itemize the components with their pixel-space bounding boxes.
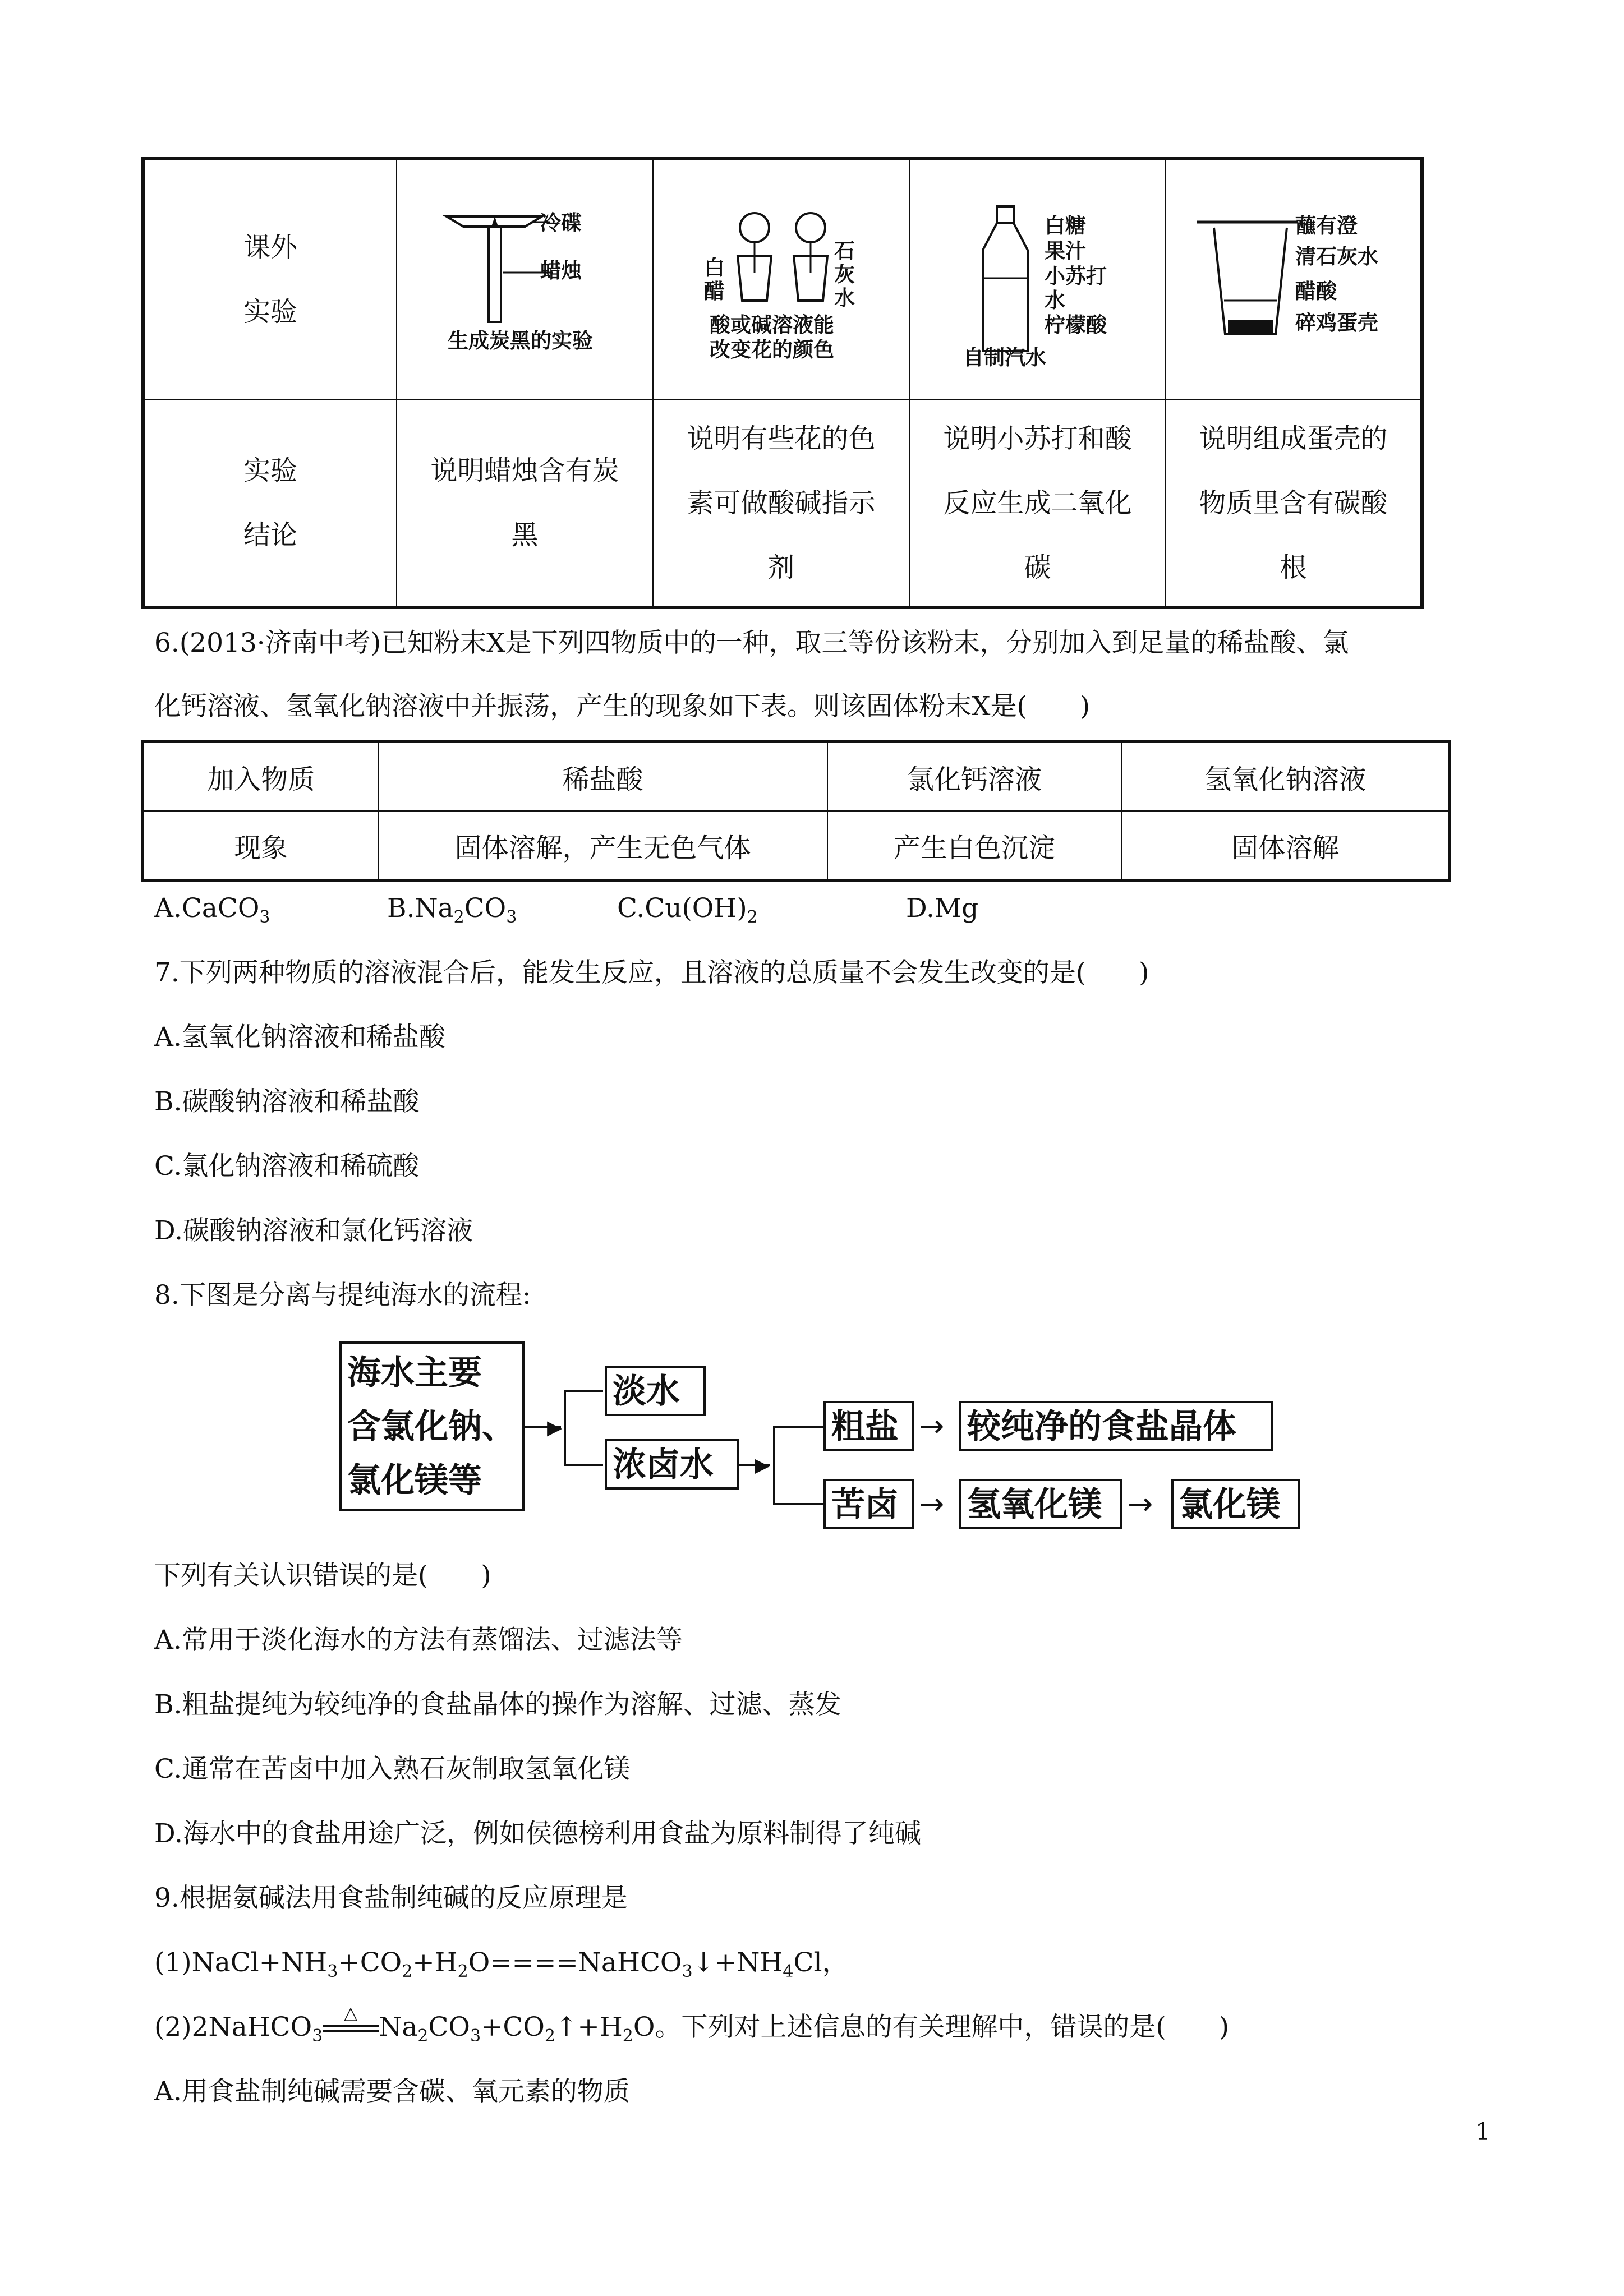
caption-carbon-black: 生成炭黑的实验 xyxy=(448,329,593,353)
experiment-table xyxy=(141,157,1424,609)
row-label-conclusion: 实验 结论 xyxy=(143,400,397,607)
q6-option-d: D.Mg xyxy=(906,893,979,924)
label-cold-plate: 冷碟 xyxy=(540,211,582,235)
homemade-soda-diagram: 白糖 果汁 小苏打 水 柠檬酸 自制汽水 xyxy=(909,159,1166,400)
q9-equation-1: $(1)NaCl+NH_3+CO_2+H_2O====NaHCO_3↓+NH_4Cl$， xyxy=(154,1947,849,1981)
box-crude-salt: 粗盐 xyxy=(823,1401,914,1451)
box-fresh-water: 淡水 xyxy=(605,1366,706,1416)
q7-option-a: A.氢氧化钠溶液和稀盐酸 xyxy=(154,1022,445,1053)
flower-indicator-diagram: 白 醋 石 灰 水 酸或碱溶液能 改变花的颜色 xyxy=(653,159,909,400)
eggshell-experiment-diagram: 蘸有澄 清石灰水 醋酸 碎鸡蛋壳 xyxy=(1166,159,1422,400)
cell-naoh-result: 固体溶解 xyxy=(1122,811,1450,880)
candle-experiment-diagram xyxy=(397,159,653,400)
q6-stem-line1: 6.(2013·济南中考)已知粉末X是下列四物质中的一种，取三等份该粉末，分别加入到足量的稀盐酸、氯 xyxy=(154,628,1349,658)
row-phenomenon: 现象 xyxy=(143,811,379,880)
q8-stem: 8.下图是分离与提纯海水的流程: xyxy=(154,1280,531,1311)
box-brine: 浓卤水 xyxy=(605,1439,739,1490)
box-magnesium-chloride: 氯化镁 xyxy=(1171,1479,1300,1529)
row-label-extracurricular: 课外 实验 xyxy=(143,159,397,400)
label-candle: 蜡烛 xyxy=(540,259,582,283)
q7-option-c: C.氯化钠溶液和稀硫酸 xyxy=(154,1151,420,1182)
q9-equation-2: (2)2NaHCO$_3$ △ $Na_2CO_3+CO_2↑+H_2O$。下列对上述信息的有关理解中，错误的是( ) xyxy=(154,2002,1230,2046)
q7-stem: 7.下列两种物质的溶液混合后，能发生反应，且溶液的总质量不会发生改变的是( ) xyxy=(154,957,1149,988)
q7-option-b: B.碳酸钠溶液和稀盐酸 xyxy=(154,1086,420,1117)
box-pure-salt: 较纯净的食盐晶体 xyxy=(959,1401,1273,1451)
header-added-substance: 加入物质 xyxy=(143,742,379,812)
header-dilute-hcl: 稀盐酸 xyxy=(379,742,827,812)
q6-option-c: $C.Cu(OH)_2$ xyxy=(617,893,758,927)
header-naoh: 氢氧化钠溶液 xyxy=(1122,742,1450,812)
heat-condition: △ xyxy=(323,2011,379,2032)
q8-option-c: C.通常在苦卤中加入熟石灰制取氢氧化镁 xyxy=(154,1754,631,1785)
conclusion-eggshell: 说明组成蛋壳的 物质里含有碳酸 根 xyxy=(1166,400,1422,607)
q7-option-d: D.碳酸钠溶液和氯化钙溶液 xyxy=(154,1215,473,1246)
q8-option-d: D.海水中的食盐用途广泛，例如侯德榜利用食盐为原料制得了纯碱 xyxy=(154,1818,921,1849)
q9-option-a: A.用食盐制纯碱需要含碳、氧元素的物质 xyxy=(154,2076,630,2107)
conclusion-candle: 说明蜡烛含有炭 黑 xyxy=(397,400,653,607)
cell-hcl-result: 固体溶解，产生无色气体 xyxy=(379,811,827,880)
cell-cacl2-result: 产生白色沉淀 xyxy=(827,811,1122,880)
box-seawater: 海水主要 含氯化钠、 氯化镁等 xyxy=(339,1341,525,1511)
q6-stem-line2: 化钙溶液、氢氧化钠溶液中并振荡，产生的现象如下表。则该固体粉末X是( ) xyxy=(154,691,1091,722)
box-magnesium-hydroxide: 氢氧化镁 xyxy=(959,1479,1122,1529)
header-cacl2: 氯化钙溶液 xyxy=(827,742,1122,812)
conclusion-flower: 说明有些花的色 素可做酸碱指示 剂 xyxy=(653,400,909,607)
q9-stem: 9.根据氨碱法用食盐制纯碱的反应原理是 xyxy=(154,1883,628,1914)
q6-option-a: A.CaCO$_3$ xyxy=(154,893,270,927)
q8-question: 下列有关认识错误的是( ) xyxy=(154,1560,491,1591)
page-number: 1 xyxy=(1475,2118,1490,2145)
q8-option-a: A.常用于淡化海水的方法有蒸馏法、过滤法等 xyxy=(154,1625,683,1656)
q6-phenomena-table xyxy=(141,740,1451,882)
box-bittern: 苦卤 xyxy=(823,1479,914,1529)
q8-option-b: B.粗盐提纯为较纯净的食盐晶体的操作为溶解、过滤、蒸发 xyxy=(154,1689,841,1720)
beaker-icon xyxy=(1191,216,1304,351)
bottle-icon xyxy=(972,205,1045,357)
conclusion-soda: 说明小苏打和酸 反应生成二氧化 碳 xyxy=(909,400,1166,607)
q6-option-b: $B.Na_2CO_3$ xyxy=(387,893,517,927)
